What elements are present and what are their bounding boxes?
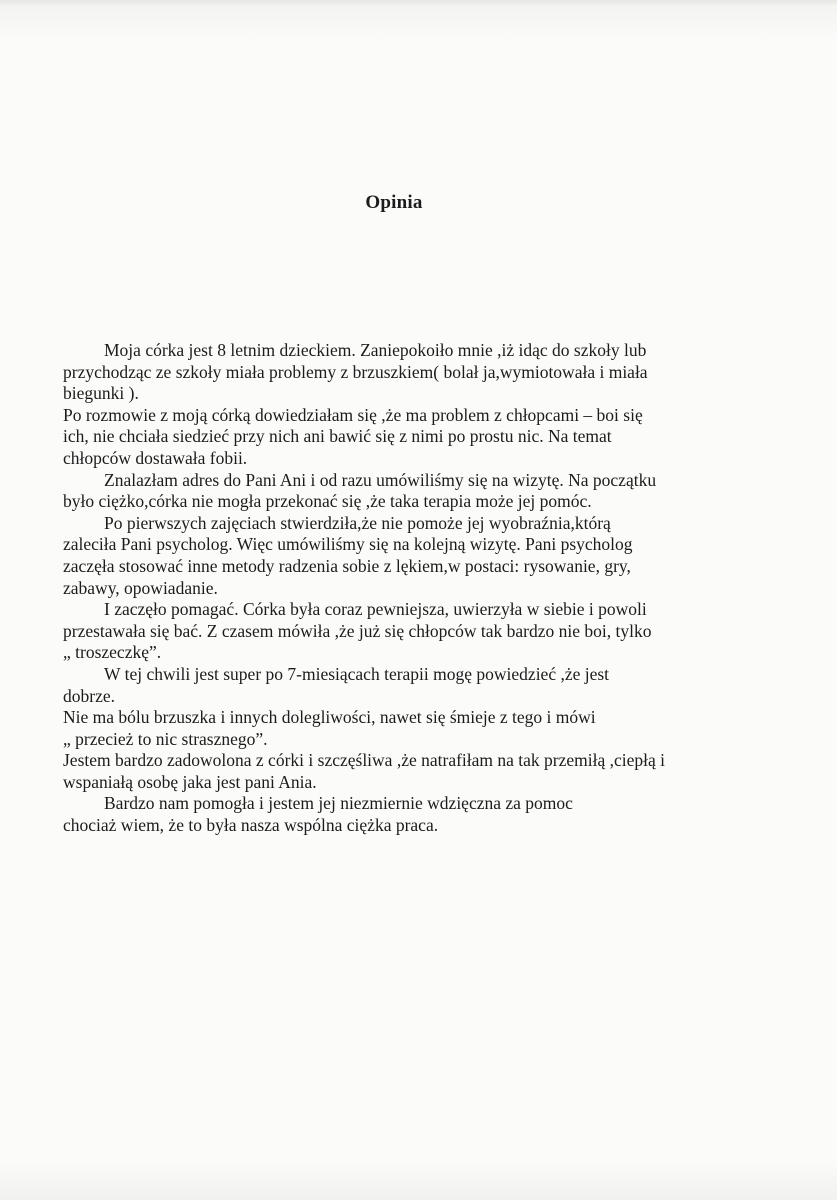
text-line: ich, nie chciała siedzieć przy nich ani bawić się z nimi po prostu nic. Na temat	[63, 426, 612, 447]
text-line: dobrze.	[63, 685, 115, 706]
document-title: Opinia	[365, 192, 423, 213]
text-line: Nie ma bólu brzuszka i innych dolegliwości, nawet się śmieje z tego i mówi	[63, 707, 596, 728]
text-line: Po pierwszych zajęciach stwierdziła,że nie pomoże jej wyobraźnia,którą	[104, 512, 611, 533]
text-line: chłopców dostawała fobii.	[63, 447, 248, 468]
text-line: zabawy, opowiadanie.	[63, 577, 218, 598]
text-line: przychodząc ze szkoły miała problemy z brzuszkiem( bolał ja,wymiotowała i miała	[63, 361, 648, 382]
text-line: Znalazłam adres do Pani Ani i od razu umówiliśmy się na wizytę. Na początku	[104, 469, 657, 490]
paragraph-7	[63, 707, 763, 750]
paragraph-2	[63, 405, 763, 470]
paragraph-1	[63, 340, 763, 405]
paragraph-6	[63, 664, 763, 707]
paragraph-8	[63, 750, 763, 793]
text-line: zaczęła stosować inne metody radzenia sobie z lękiem,w postaci: rysowanie, gry,	[63, 555, 631, 576]
document-body	[63, 340, 763, 837]
text-line: „ troszeczkę”.	[63, 642, 162, 663]
text-line: wspaniałą osobę jaka jest pani Ania.	[63, 771, 317, 792]
paragraph-3	[63, 470, 763, 513]
text-line: Po rozmowie z moją córką dowiedziałam się ,że ma problem z chłopcami – boi się	[63, 404, 643, 425]
paragraph-5	[63, 599, 763, 664]
text-line: Bardzo nam pomogła i jestem jej niezmiernie wdzięczna za pomoc	[104, 793, 573, 814]
text-line: „ przecież to nic strasznego”.	[63, 728, 268, 749]
text-line: chociaż wiem, że to była nasza wspólna ciężka praca.	[63, 815, 439, 836]
text-line: biegunki ).	[63, 383, 139, 404]
text-line: W tej chwili jest super po 7-miesiącach terapii mogę powiedzieć ,że jest	[104, 663, 610, 684]
text-line: Jestem bardzo zadowolona z córki i szczęśliwa ,że natrafiłam na tak przemiłą ,ciepłą i	[63, 750, 666, 771]
text-line: przestawała się bać. Z czasem mówiła ,że już się chłopców tak bardzo nie boi, tylko	[63, 620, 652, 641]
text-line: Moja córka jest 8 letnim dzieckiem. Zaniepokoiło mnie ,iż idąc do szkoły lub	[104, 340, 647, 360]
paragraph-4	[63, 513, 763, 599]
text-line: było ciężko,córka nie mogła przekonać się ,że taka terapia może jej pomóc.	[63, 491, 592, 512]
text-line: zaleciła Pani psycholog. Więc umówiliśmy się na kolejną wizytę. Pani psycholog	[63, 534, 633, 555]
text-line: I zaczęło pomagać. Córka była coraz pewniejsza, uwierzyła w siebie i powoli	[104, 599, 647, 620]
paragraph-9	[63, 793, 763, 836]
scan-edge-shadow	[0, 0, 837, 6]
